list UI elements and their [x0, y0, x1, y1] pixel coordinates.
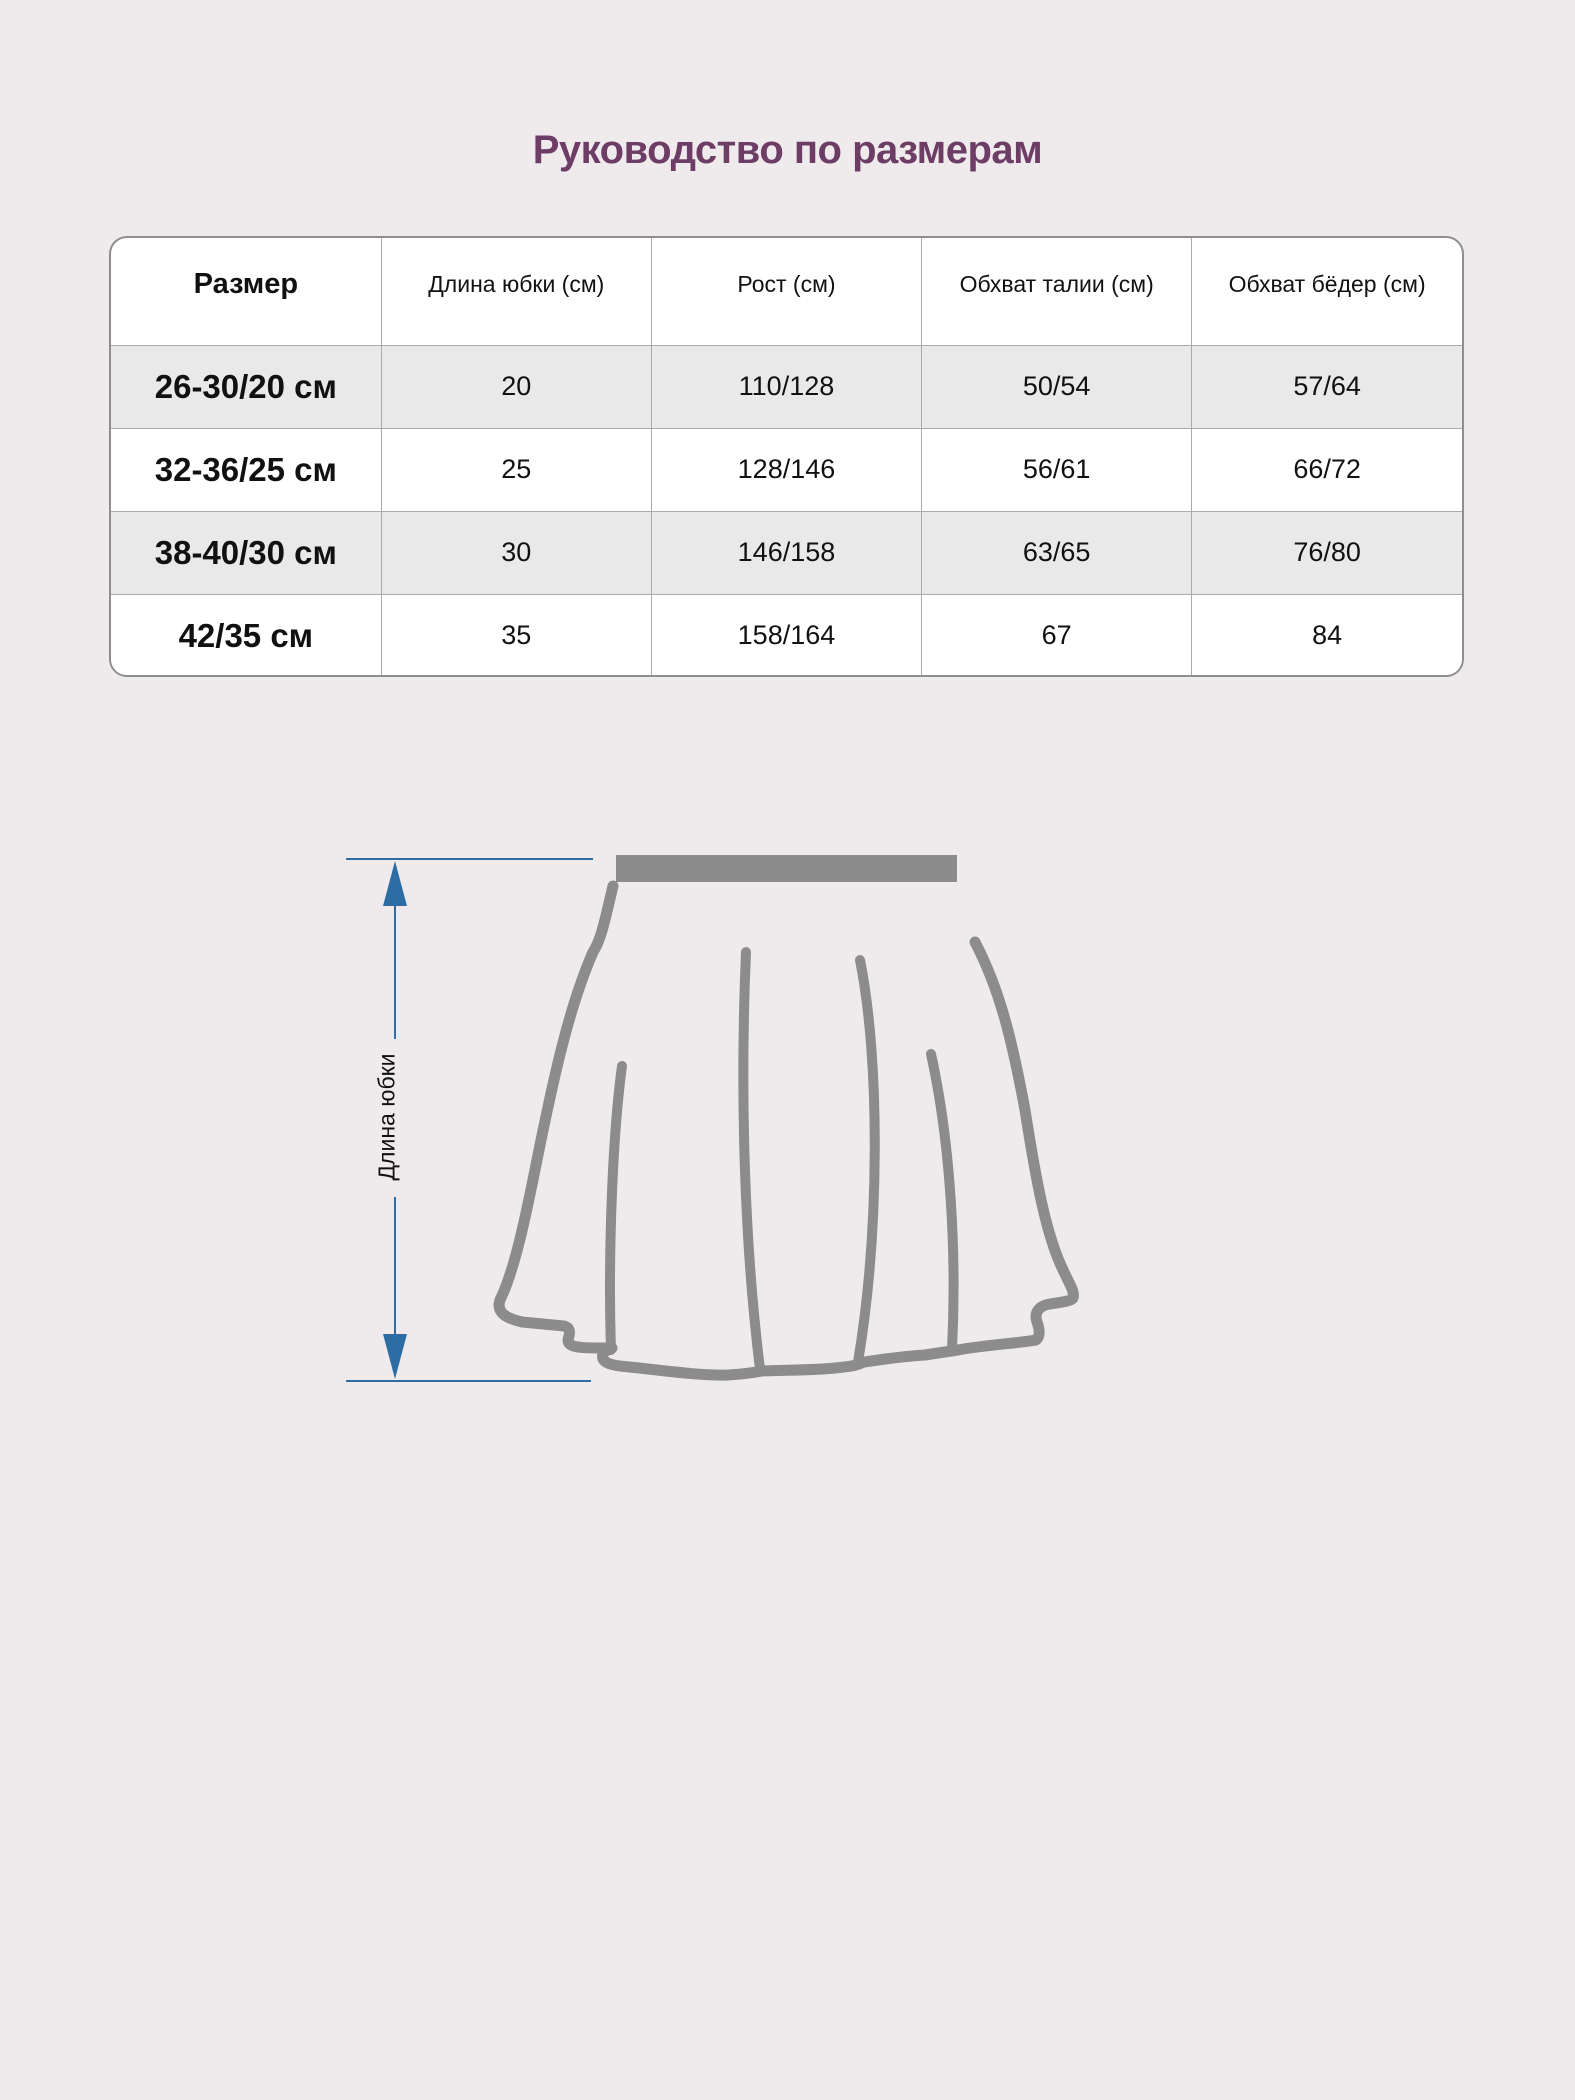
- header-waist: Обхват талии (см): [922, 238, 1192, 345]
- skirt-fold-1: [610, 1066, 622, 1350]
- height-cell: 146/158: [651, 511, 921, 594]
- page-title: Руководство по размерам: [532, 128, 1043, 172]
- dimension-label-text: Длина юбки: [373, 1053, 400, 1181]
- skirt-fold-2: [743, 952, 760, 1369]
- size-cell: 38-40/30 см: [111, 511, 381, 594]
- arrow-up-icon: [383, 861, 407, 906]
- length-cell: 20: [381, 345, 651, 428]
- hips-cell: 57/64: [1192, 345, 1462, 428]
- header-skirt-length: Длина юбки (см): [381, 238, 651, 345]
- height-cell: 110/128: [651, 345, 921, 428]
- waist-cell: 63/65: [922, 511, 1192, 594]
- length-cell: 25: [381, 428, 651, 511]
- size-cell: 32-36/25 см: [111, 428, 381, 511]
- length-cell: 35: [381, 594, 651, 677]
- waist-cell: 56/61: [922, 428, 1192, 511]
- arrow-down-icon: [383, 1334, 407, 1379]
- skirt-outline: [499, 886, 1073, 1375]
- header-hips: Обхват бёдер (см): [1192, 238, 1462, 345]
- waist-cell: 50/54: [922, 345, 1192, 428]
- height-cell: 128/146: [651, 428, 921, 511]
- header-size: Размер: [111, 238, 381, 345]
- hips-cell: 76/80: [1192, 511, 1462, 594]
- size-cell: 26-30/20 см: [111, 345, 381, 428]
- skirt-illustration: [499, 855, 1073, 1375]
- hips-cell: 84: [1192, 594, 1462, 677]
- skirt-fold-3: [858, 960, 875, 1362]
- header-height: Рост (см): [651, 238, 921, 345]
- hips-cell: 66/72: [1192, 428, 1462, 511]
- height-cell: 158/164: [651, 594, 921, 677]
- skirt-waistband: [616, 855, 957, 882]
- skirt-fold-4: [931, 1054, 954, 1350]
- waist-cell: 67: [922, 594, 1192, 677]
- length-cell: 30: [381, 511, 651, 594]
- size-cell: 42/35 см: [111, 594, 381, 677]
